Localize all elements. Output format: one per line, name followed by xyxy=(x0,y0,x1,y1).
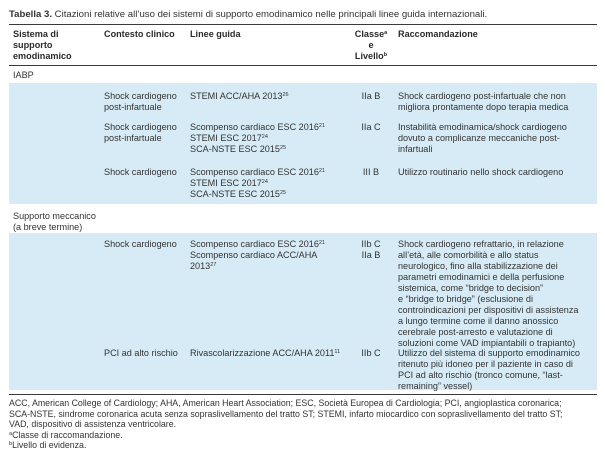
row-level: IIb C xyxy=(361,239,381,249)
row-guideline: 2013$^{27}$ xyxy=(190,261,217,271)
section-label-mech-sub: (a breve termine) xyxy=(13,222,83,232)
row-guideline: SCA-NSTE ESC 2015$^{25}$ xyxy=(190,189,287,199)
row-level: IIa B xyxy=(361,250,381,260)
row-recommendation: e “bridge to bridge” (esclusione di xyxy=(398,294,533,304)
row-recommendation: all’età, alle comorbilità e allo status xyxy=(398,250,539,260)
row-guideline: Scompenso cardiaco ACC/AHA xyxy=(190,250,318,260)
row-context: post-infartuale xyxy=(104,102,162,112)
row-recommendation: parametri emodinamici e della perfusione xyxy=(398,272,565,282)
row-recommendation: infartuali xyxy=(398,144,433,154)
row-context: Shock cardiogeno xyxy=(104,167,177,177)
row-guideline: Scompenso cardiaco ESC 2016$^{21}$ xyxy=(190,167,326,177)
row-recommendation: remaining” vessel) xyxy=(398,381,473,391)
row-recommendation: Utilizzo routinario nello shock cardiogeno xyxy=(398,167,564,177)
row-recommendation: ritenuto più idoneo per il paziente in caso di xyxy=(398,359,573,369)
row-level: IIa C xyxy=(361,122,381,132)
row-guideline: Scompenso cardiaco ESC 2016$^{21}$ xyxy=(190,122,326,132)
row-level: III B xyxy=(362,167,380,177)
table-caption xyxy=(9,9,487,20)
footnote-abbreviations: SCA-NSTE, sindrome coronarica acuta senza sopraslivellamento del tratto ST; STEMI, infarto miocardico con sopraslivellamento del tratto ST; xyxy=(9,408,563,419)
header-recommendation: Raccomandazione xyxy=(398,29,478,39)
header-class-line-1: Classe$^a$ xyxy=(354,29,388,39)
row-recommendation: migliora prontamente dopo terapia medica xyxy=(398,102,569,112)
header-rule xyxy=(9,65,597,66)
header-system-line-3: emodinamico xyxy=(13,51,72,61)
section-label-mech: Supporto meccanico xyxy=(13,211,96,221)
row-context: PCI ad alto rischio xyxy=(104,348,178,358)
row-recommendation: soluzioni come VAD impiantabili o trapianto) xyxy=(398,338,576,348)
row-guideline: STEMI ESC 2017$^{24}$ xyxy=(190,178,268,188)
row-recommendation: a lungo termine come il danno anossico xyxy=(398,316,559,326)
row-recommendation: Instabilità emodinamica/shock cardiogeno xyxy=(398,122,567,132)
row-context: Shock cardiogeno xyxy=(104,122,177,132)
header-class-sup-b: b xyxy=(383,52,388,58)
header-class-e: e xyxy=(368,40,374,50)
header-guidelines: Linee guida xyxy=(190,29,241,39)
header-class-sup-a: a xyxy=(384,30,388,36)
row-context: Shock cardiogeno xyxy=(104,91,177,101)
row-guideline: Scompenso cardiaco ESC 2016$^{21}$ xyxy=(190,239,326,249)
header-context: Contesto clinico xyxy=(104,29,175,39)
row-context: post-infartuale xyxy=(104,133,162,143)
row-recommendation: sistemica, come “bridge to decision” xyxy=(398,283,544,293)
row-guideline: Rivascolarizzazione ACC/AHA 2011$^{11}$ xyxy=(190,348,341,358)
footnote-abbreviations: ACC, American College of Cardiology; AHA, American Heart Association; ESC, Società Europea di Cardiologia; PCI, angioplastica coronarica; xyxy=(9,398,562,408)
table-bottom-rule xyxy=(9,394,597,395)
row-level: IIa B xyxy=(361,91,381,101)
caption-label: Tabella 3. xyxy=(9,9,53,20)
row-context: Shock cardiogeno xyxy=(104,239,177,249)
row-guideline: SCA-NSTE ESC 2015$^{25}$ xyxy=(190,144,287,154)
row-recommendation: dovuto a complicanze meccaniche post- xyxy=(398,133,560,143)
header-system-line-2: supporto xyxy=(13,40,53,50)
row-recommendation: Shock cardiogeno refrattario, in relazione xyxy=(398,239,564,249)
row-recommendation: Shock cardiogeno post-infartuale che non xyxy=(398,91,566,101)
header-system-line-1: Sistema di xyxy=(13,29,59,39)
table-top-rule xyxy=(9,24,597,25)
row-level: IIb C xyxy=(361,348,381,358)
row-recommendation: controindicazioni per dispositivi di assistenza xyxy=(398,305,579,315)
row-recommendation: Utilizzo del sistema di supporto emodinamico xyxy=(398,348,580,358)
footnote-abbreviations: VAD, dispositivo di assistenza ventricolare. xyxy=(9,419,177,429)
caption-text: Citazioni relative all’uso dei sistemi di supporto emodinamico nelle principali linee guida internazionali. xyxy=(52,9,488,20)
footnote-a: $^a$Classe di raccomandazione. xyxy=(9,429,123,440)
row-guideline: STEMI ESC 2017$^{24}$ xyxy=(190,133,268,143)
row-guideline: STEMI ACC/AHA 2013$^{26}$ xyxy=(190,91,289,101)
row-recommendation: cerebrale post-arresto e valutazione di xyxy=(398,327,553,337)
footnote-b: $^b$Livello di evidenza. xyxy=(9,440,87,450)
section-label-iabp: IABP xyxy=(13,70,34,80)
row-recommendation: PCI ad alto rischio (tronco comune, “last- xyxy=(398,370,563,380)
header-class-line-2: Livello$^b$ xyxy=(354,51,388,61)
row-recommendation: neurologico, fino alla stabilizzazione dei xyxy=(398,261,558,271)
